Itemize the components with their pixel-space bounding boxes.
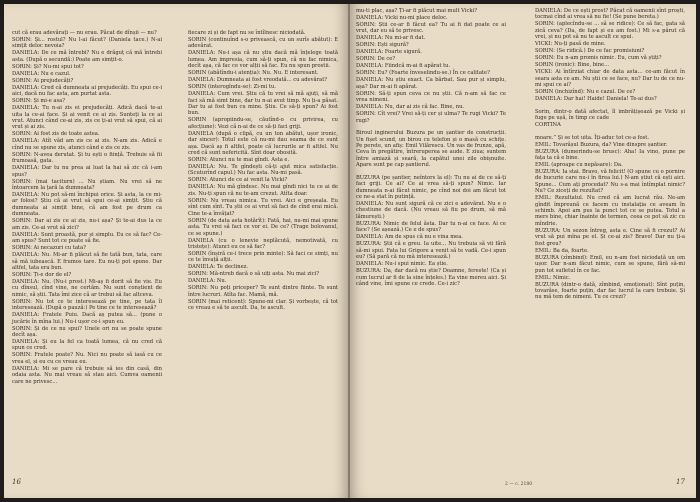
left-page <box>4 4 348 498</box>
dialogue-line: mu-ti plac, așa? Ți-ar fi plăcut mai mult Vicki? <box>356 8 477 14</box>
right-column-2 <box>535 8 685 301</box>
dialogue-line: DANIELA: De ce mă întrebi? Nu e drăguț că mă întrebi asta. (După o secundă:) Poate am simțit-o. <box>12 50 162 63</box>
dialogue-line: BUZURA: Știi că e greu. Ia uite... Nu trebuia să vii fără să-mi spui. Fata lui Grigore a venit să te vadă. Ce-i spun eu? (Să pară că nu mă interesează.) <box>356 241 506 261</box>
dialogue-line: SORIN (continuînd s-o privească, cu un surîs abătut): E adevărat. <box>188 37 338 50</box>
dialogue-line: CORTINA <box>535 122 561 129</box>
dialogue-line: SORIN: (Se ridică.) De ce fac promisiuni? <box>535 48 645 55</box>
dialogue-line: SORIN: Nu poți priceper? Te sunt dintre fiinte. Te sunt între lucruri. Atîta fac. Mamă, mă. <box>188 285 338 298</box>
dialogue-line: SORIN (abătîndu-i atenția): Nu. Nu. E interesant. <box>188 70 319 77</box>
dialogue-line: DANIELA: Nu sunt sigură că ce zici e adevărat. Nu e o chestiune de dacă. (Nu vreau să fiu pe drum, să mă lămurești.) <box>356 201 506 220</box>
dialogue-line: SORIN: Nu vreau nimica. Tu vrei. Aici e greșeala. Eu sînt cum sînt. Tu știi ce ai vrut să faci de cînd erai mică. Cine te-a învățat? <box>188 197 338 217</box>
signature-mark: 2 — c. 2180 <box>505 482 533 487</box>
dialogue-line: SORIN: Fratele poate? Nu. Nici nu poate să iasă cu ce vrea el, și eu cu ce vreau eu. <box>12 352 162 365</box>
dialogue-line: SORIN: Și... rostul? Nu l-ai făcut? (Daniela tace.) N-ai simțit deloc nevoia? <box>12 37 162 50</box>
dialogue-line: SORIN: Dar ai zis ce ai zis, nu-i așa? Și te-ai dus la ce am zis. Ce-ai vrut să zici? <box>12 218 162 231</box>
dialogue-line: DANIELA: Dar hai! Haide! Daniela! Te-ai dus? <box>535 96 657 103</box>
dialogue-line: DANIELA: Sunt proastă, pur și simplu. Eu ce să fac? Ce-am spus? Sunt tot ce poate să fie. <box>12 231 162 245</box>
dialogue-line: SORIN (de data asta hotărît): Fată, hai, nu-mi mai spune asta. Tu vrei să faci ce vor ei. De ce? (Trage bolovanul, ce se spune.) <box>188 217 338 237</box>
dialogue-line <box>535 103 685 108</box>
dialogue-line: DANIELA: Dumneata ai fost vreodată... cu adevărat? <box>188 77 328 84</box>
dialogue-line: SORIN: Cît vrei? Vrei să-ți cer și ulma? Te rugi Vicki? Te rugi? <box>356 111 506 124</box>
dialogue-line: DANIELA: De ce ești prost? Păcat că oamenii sînt proști, tocmai cînd ai vrea să nu fie! (Se pune bereta.) <box>535 8 685 21</box>
dialogue-line: cut că erau adevărați — nu erau. Păcat de dînșii — nu? <box>12 30 157 36</box>
dialogue-line <box>535 129 685 134</box>
left-column-2 <box>188 30 338 312</box>
left-page-number: 16 <box>12 478 21 486</box>
dialogue-line: DANIELA: Nu știu exact. Ca bărbat. Sau pur și simplu, așa? Dar m-ai fi apărat. <box>356 77 506 90</box>
dialogue-line: BUZURA (dintr-o dată, zîmbind, emoționat): Sînt puțin, tovarăse, foarte puțin, dar fac lucrul la care trebuie. Și nu mă tem de nimeni. Tu ce crezi? <box>535 281 685 301</box>
right-page-number: 17 <box>676 478 685 486</box>
dialogue-line: SORIN: Ai fost zis de toate astea. <box>12 131 100 138</box>
dialogue-line: DANIELA: Nu, dar ai zis că fac. Bine, nu. <box>356 104 465 111</box>
dialogue-line: SORIN: Eu n-am promis nimic. Eu, cum vă știți? <box>535 55 662 62</box>
dialogue-line: SORIN: Și? Nu-mi spui tot? <box>12 63 84 70</box>
dialogue-line: SORIN: Știi ce-ar fi făcut ea? Tu ai fi dat poate ce ai vrut, dar eu să te privesc. <box>356 22 506 35</box>
dialogue-line: BUZURA (dumerindu-se brusc): Aha! Ia vino, pune pe fața ta că e bine. <box>535 148 685 162</box>
dialogue-line: DANIELA (cu o lenevie neplăcută, nemotivată, cu tristețe): Atunci eu ce să fac? <box>188 237 338 250</box>
right-page <box>350 4 696 498</box>
dialogue-line <box>356 125 506 130</box>
dialogue-line: VICKI: Ai întîrziat chiar de data asta... ce-am făcut în seara asta ce am. Nu știi ce se face, nu? Dar tu de ce nu-mi spui ce ai? <box>535 69 685 89</box>
dialogue-line: DANIELA: Și eu la fel ca toată lumea, că nu cred că spun ce cred. <box>12 338 162 352</box>
dialogue-line: EMIL: Rezultatul. Nu cred că am lucrat rău. Ne-am gîndit împreună ce facem cu instalația ce aveam în schimb. Apoi am pus la punct tot ce se putea. Totul a mers bine, chiar înainte de termen, ceea ce pot să zic cu mîndrie. <box>535 195 685 227</box>
dialogue-line: SORIN (ironic): Bine, bine... <box>535 62 610 69</box>
dialogue-line: BUZURA: Da, dar dacă nu știe? Doamne, fereste! (Ca și cum lucrul ar fi de la sine înțeles.) Ea vine mereu aici. Și când vine, îmi spune ce crede. Ce-i zic? <box>356 268 506 287</box>
dialogue-line: SORIN: Mă-ntreb dacă o să uiți asta. Nu mai zici? <box>188 271 320 278</box>
dialogue-line: DANIELA: Nu. <box>188 278 227 285</box>
right-column-1 <box>356 8 506 288</box>
dialogue-line: DANIELA: Nu mă gîndesc. Nu mai gîndi nici tu ce ai de zis. Nu-ți spun că nu te-am crezut. Atîta doar. <box>188 184 338 197</box>
dialogue-line: DANIELA: Fiindcă m-ai fi apărat tu. <box>356 63 451 70</box>
dialogue-line: SORIN: Ai necazuri cu tata? <box>12 245 86 252</box>
dialogue-line: DANIELA: Nu-i spui nimic. Ea știe. <box>356 261 448 268</box>
dialogue-line: DANIELA: Dar tu nu prea ai luat la hai să zic că i-am spus? <box>12 165 162 178</box>
dialogue-line: SORIN: (mai taciturn) ... Nu știam. Nu vrei să ne întoarcem la țară la dumneata? <box>12 178 162 192</box>
dialogue-line: SORIN: De ce? <box>356 56 396 63</box>
dialogue-line: SORIN: N-avea derutat. Și tu ești o ființă. Trebuie să fii frumoasă, gata. <box>12 151 162 165</box>
dialogue-line: DANIELA: Nu mi-ar fi dat. <box>356 35 426 42</box>
dialogue-line: moare.” Și se tot uita. Îți-aduc tot ce-a fost. <box>535 134 649 141</box>
dialogue-line: DANIELA: Nu pot să-mi închipui orice. Și asta, la ce mi-ar folosi? Știu că ai vrut să spui ce-ai simțit. Știu că dumneata ai simțit bine, că am fost pe drum ca dumneata. <box>12 192 162 218</box>
dialogue-line: SORIN: Eu? (Foarte înveselindu-se.) În ce calitate? <box>356 70 490 77</box>
dialogue-line: DANIELA: Cum vrei. Știu că tu vrei să mă ajuți, să mă faci să mă simt bine, dar tu n-ai avut timp. Nu ți-a păsat. Dar tu ai fost bun cu mine. Știu. Ce să-ți spun? Ai fost bun. <box>188 91 338 117</box>
dialogue-line: SORIN (mai reticent): Spune-mi clar. Și vorbește, că tot ce vreau e să te ascult. Da, te ascult. <box>188 298 338 312</box>
dialogue-line: EMIL (aproape cu nepăsare): Da. <box>535 162 623 169</box>
dialogue-line: SORIN: Ai prejudecăți? <box>12 77 74 84</box>
dialogue-line: SORIN: Atunci de ce ai venit la Vicki? <box>188 177 288 184</box>
dialogue-line: SORIN (inchizînd): Nu e cazul. De ce? <box>535 89 636 96</box>
dialogue-line: SORIN: Să-ți spun ceva ce nu știi. Că n-am să fac ce vrea nimeni. <box>356 90 506 104</box>
dialogue-line: SORIN (interogîndu-se): Zi-mi tu. <box>188 84 276 91</box>
dialogue-line: BUZURA: Nimic de felul ăsta. Dar tu n-ai ce face. Ai ce face? (Se așează.) Ce e de spus? <box>356 220 506 234</box>
left-column-1 <box>12 30 162 386</box>
dialogue-line: DANIELA: Mi se pare că trebuie să ies din casă, din odaia asta. Nu mai vreau să stau aici. Cumva oamenii care ne privesc... <box>12 365 162 385</box>
dialogue-line: EMIL: Nimic. <box>535 274 571 281</box>
dialogue-line: DANIELA: Vicki nu-mi place deloc. <box>356 15 448 21</box>
dialogue-line: DANIELA: Nu. (Nu-i prost.) Mi-aș fi dorit să fie vie. Eu cu dînsul, cînd vine, ne certăm. Nu sunt conștient de nimic, să știi. Tata îmi zice că ar trebui să fac altceva. <box>12 278 162 298</box>
dialogue-line: DANIELA: Nu e cazul. <box>12 70 71 77</box>
dialogue-line: BUZURA: Ia stai. Bravo, vă felicit! (O spune cu o pornire de bucurie care nu-i în firea lui.) N-am știut că ești aici. Spune... Cum ați procedat? Nu s-a mai întîmplat nimic? Nu? Ce ziceți de rezultat? <box>535 169 685 195</box>
dialogue-line: SORIN: (aplecîndu-se ... să se ridice): Ce să fac, gata să zică ceva? (Da, de fapt și eu am fost.) Mi s-a părut că vrei, și nu pot să nu te ascult ce spui. <box>535 21 685 41</box>
dialogue-line: DANIELA: Nu. Te gîndești că-ți ajut mica satisfacție. (Scuturînd capul.) Nu fac asta. Nu-mi pasă. <box>188 164 338 177</box>
dialogue-line: DANIELA: Te declinez. <box>188 264 249 271</box>
dialogue-line: DANIELA: Cred că dumneata ai prejudecăți. Eu spui ce-i aici, dacă nu fac asta, am purtat asta. <box>12 84 162 98</box>
dialogue-line: Biroul inginerului Buzura pe un șantier de construcții. Un fișet scund, un birou cu telefon și o masă cu schițe. Pe perete, un afiș: Emil Vilărescu. Un vas de frunze, apă, Ceva în pregătire, întreruperea se aude. E ziua; suntem între amiază și seară, la capătul unei zile obișnuite. Apare sunt pe cap șantierul. <box>356 130 506 169</box>
dialogue-line: DANIELA: Foarte sigură. <box>356 49 422 56</box>
dialogue-line: BUZURA (zîmbind): Emil, eu n-am fost niciodată un om ușor. Dar n-am făcut nimic, cum se spune, fără să-mi pun tot sufletul în ce fac. <box>535 254 685 274</box>
dialogue-line: DANIELA: Tu n-ai zis ei prejudecăți. Adică dacă te-ai uita la ce-ai face. Și ai venit ce ai zis. Sunteți la ce ai vrut. Atunci când ce-ai zis, zis ce ți-ai vrut să spui, că ai vrut și ai zis. <box>12 105 162 131</box>
dialogue-line <box>356 169 506 174</box>
dialogue-line: DANIELA: Fratele Puiu. Dacă aș putea să... (pune o jucărie în mîna lui.) Nu-i ușor ce-i spun eu. <box>12 312 162 325</box>
dialogue-line: SORIN: Ești sigură? <box>356 42 409 49</box>
dialogue-line: SORIN: Atunci nu te mai gîndi. Asta e. <box>188 157 290 164</box>
dialogue-line: fiecare zi și de fapt nu se întîlnesc niciodată. <box>188 30 306 36</box>
dialogue-line: DANIELA: Nu. Mi-ar fi plăcut să fie tată bun, tata, care să mă iubească. E frumos tare. Eu nu-ți pot spune. Dar altfel, tata era bun. <box>12 252 162 271</box>
dialogue-line: SORIN: Ți-e dor de el? <box>12 271 72 278</box>
dialogue-line: DANIELA: Nu-i așa că nu știu dacă mă înțelege toată lumea. Am impresia, cum să-ți spun, că nu fac nimica, decît așa, că fac ce vor alții să fac. Eu nu spun prostii. <box>188 50 338 70</box>
dialogue-line: DANIELA: Am de spus că nu e vina mea. <box>356 234 463 241</box>
dialogue-line: DANIELA: Atît văd am zis ce ai zis. N-am zis. Adică e cînd nu se spune zis, atunci când e zis ce zis. <box>12 138 162 151</box>
dialogue-line: SORIN: Nu tot ce te interesează pe tine, pe tata îl interesează. (După o pauză:) Pe tine ce te interesează? <box>12 298 162 312</box>
dialogue-line: DANIELA (după o clipă, cu un ton abătut, ușor ironic, dar sincer): Totul este că nu-mi dau seama de ce sunt așa. Dacă aș fi altfel, poate că lucrurile ar fi altfel. Nu cred că sunt nefericită. Sînt doar obosită. <box>188 130 338 157</box>
dialogue-line: SORIN: Și de ce nu spui? Unele ori nu se poate spune decît așa. <box>12 325 162 338</box>
dialogue-line: BUZURA (pe șantier, neîntors la el): Tu nu ai de ce să-ți faci griji. Ce ai? Ce ai vrea să-ți spun? Nimic. Iar dumneata n-ai făcut nimic, pe cînd noi doi am făcut tot ce ne-a stat în putință. <box>356 174 506 201</box>
dialogue-line: EMIL: Ba da, foarte. <box>535 247 589 254</box>
dialogue-line: SORIN: Și mi-e asa? <box>12 98 66 105</box>
dialogue-line: Sorin, dintr-o dată afectat, îl imbrățișează pe Vicki și fuge pe ușă, în timp ce cade <box>535 108 685 122</box>
dialogue-line: SORIN (înșiră ce-i trece prin minte): Să faci ce simți, nu ce te învață alții. <box>188 250 338 264</box>
dialogue-line: VICKI: Nu-ți pasă de mine. <box>535 41 606 48</box>
dialogue-line: SORIN (apropiindu-se, căutînd-o cu privirea, cu afecțiune): Vezi că n-ai de ce să-ți faci griji. <box>188 117 338 130</box>
dialogue-line: EMIL: Tovarășul Buzura, da? Vine dinspre șantier. <box>535 141 668 148</box>
dialogue-line: BUZURA: Un sezon întreg, asta e. Cine să fi crezut? Ai vrut să pui mîna pe el. Și ce-ai zis? Bravo! Dar nu ți-a fost greu? <box>535 227 685 247</box>
